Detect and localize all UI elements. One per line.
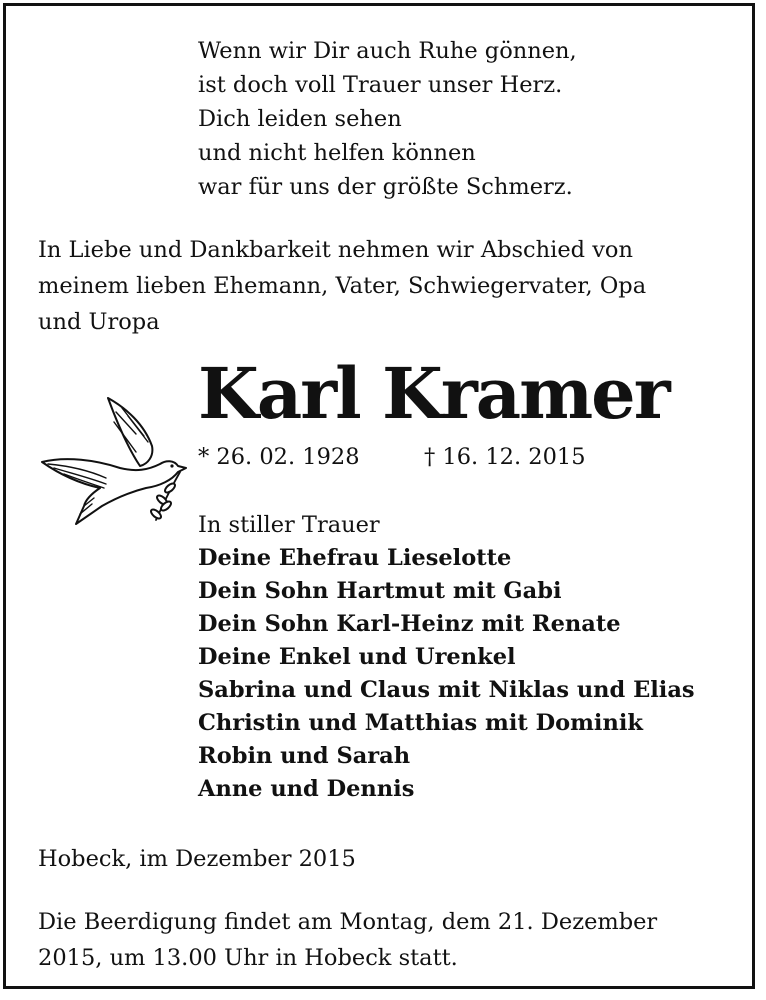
intro-line: In Liebe und Dankbarkeit nehmen wir Abschied von bbox=[38, 237, 633, 263]
dove-icon bbox=[36, 394, 196, 534]
place-date: Hobeck, im Dezember 2015 bbox=[38, 846, 356, 872]
poem-line: Dich leiden sehen bbox=[198, 106, 402, 132]
poem bbox=[198, 34, 577, 204]
farewell-intro bbox=[38, 232, 743, 340]
mourner-line: Deine Enkel und Urenkel bbox=[198, 644, 516, 670]
obituary-frame bbox=[3, 3, 755, 989]
mourners-block bbox=[198, 509, 695, 806]
mourner-line: Sabrina und Claus mit Niklas und Elias bbox=[198, 677, 695, 703]
poem-line: ist doch voll Trauer unser Herz. bbox=[198, 72, 563, 98]
death-date: † 16. 12. 2015 bbox=[424, 444, 586, 470]
funeral-notice bbox=[38, 904, 657, 976]
mourner-line: Dein Sohn Hartmut mit Gabi bbox=[198, 578, 562, 604]
poem-line: und nicht helfen können bbox=[198, 140, 476, 166]
funeral-line: Die Beerdigung findet am Montag, dem 21. Dezember bbox=[38, 909, 658, 935]
deceased-name: Karl Kramer bbox=[198, 352, 669, 435]
funeral-line: 2015, um 13.00 Uhr in Hobeck statt. bbox=[38, 945, 458, 971]
mourner-line: Christin und Matthias mit Dominik bbox=[198, 710, 643, 736]
poem-line: Wenn wir Dir auch Ruhe gönnen, bbox=[198, 38, 577, 64]
intro-line: und Uropa bbox=[38, 309, 160, 335]
mourner-line: Anne und Dennis bbox=[198, 776, 415, 802]
poem-line: war für uns der größte Schmerz. bbox=[198, 174, 573, 200]
mourner-line: Dein Sohn Karl-Heinz mit Renate bbox=[198, 611, 621, 637]
mourner-line: Deine Ehefrau Lieselotte bbox=[198, 545, 512, 571]
intro-line: meinem lieben Ehemann, Vater, Schwiegervater, Opa bbox=[38, 273, 647, 299]
mourner-line: Robin und Sarah bbox=[198, 743, 411, 769]
birth-date: * 26. 02. 1928 bbox=[198, 444, 360, 470]
mourning-intro: In stiller Trauer bbox=[198, 512, 380, 538]
